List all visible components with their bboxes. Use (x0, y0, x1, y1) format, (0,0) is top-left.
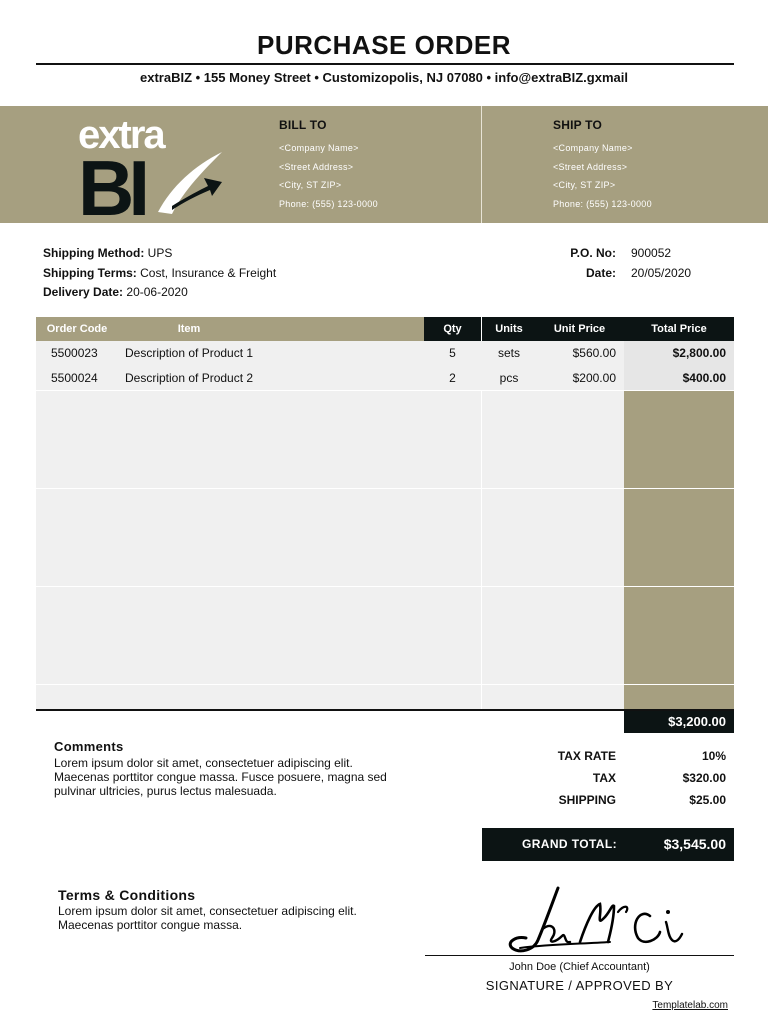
total-price-column (624, 341, 734, 709)
cell-qty: 2 (449, 371, 456, 385)
bill-to-heading: BILL TO (279, 118, 327, 132)
cell-unit-price: $200.00 (572, 371, 616, 385)
shipping-method-label: Shipping Method: (43, 246, 145, 260)
tax-value: $320.00 (682, 771, 726, 785)
document-title: PURCHASE ORDER (256, 30, 512, 60)
tax-rate-value: 10% (701, 749, 726, 763)
terms-text: Lorem ipsum dolor sit amet, consectetuer adipiscing elit. Maecenas porttitor congue massa. (58, 904, 357, 932)
table-row (36, 341, 734, 365)
cell-units: pcs (499, 371, 519, 385)
shipping-value: $25.00 (689, 793, 726, 807)
po-number-value: 900052 (631, 246, 672, 260)
terms-heading: Terms & Conditions (58, 887, 196, 903)
cell-qty: 5 (449, 346, 456, 360)
shipping-terms-value: Cost, Insurance & Freight (140, 265, 277, 280)
col-header-order-code: Order Code (46, 323, 108, 335)
subtotal-value: $3,200.00 (624, 711, 734, 733)
bill-to-company: <Company Name> (279, 143, 359, 153)
logo-word-top: extra (78, 114, 164, 157)
cell-item: Description of Product 1 (125, 346, 254, 360)
bill-to-phone: Phone: (555) 123-0000 (279, 198, 378, 209)
comments-heading: Comments (54, 739, 124, 754)
signature-caption: SIGNATURE / APPROVED BY (485, 978, 674, 993)
logo-word-bottom: BI (78, 144, 144, 218)
signature-scribble (500, 878, 700, 956)
grand-total-label: GRAND TOTAL: (521, 837, 617, 851)
cell-unit-price: $560.00 (572, 346, 616, 360)
cell-total-price: $2,800.00 (672, 346, 726, 360)
delivery-date-value: 20-06-2020 (126, 285, 188, 299)
bill-to-street: <Street Address> (279, 161, 354, 172)
signature-image (500, 878, 700, 956)
table-body (36, 341, 624, 709)
bill-to-block (279, 118, 469, 213)
grid-line (36, 586, 734, 587)
col-header-units: Units (495, 323, 523, 335)
company-logo (76, 114, 226, 218)
ship-to-company: <Company Name> (553, 143, 633, 153)
tax-label: TAX (592, 771, 616, 785)
po-labels (540, 244, 616, 283)
po-date-value: 20/05/2020 (631, 265, 692, 280)
band-divider (481, 106, 482, 223)
col-header-qty: Qty (443, 323, 462, 335)
col-header-item: Item (177, 323, 201, 335)
po-values (631, 244, 691, 283)
grand-total-value: $3,545.00 (663, 836, 726, 852)
shipping-terms-label: Shipping Terms: (43, 265, 137, 280)
signature-line (425, 955, 734, 956)
ship-to-street: <Street Address> (553, 161, 628, 172)
po-date-label: Date: (585, 265, 616, 280)
ship-to-city: <City, ST ZIP> (553, 180, 616, 190)
tax-rate-label: TAX RATE (557, 749, 616, 763)
signatory-name: John Doe (Chief Accountant) (509, 961, 650, 973)
delivery-date-label: Delivery Date: (43, 285, 124, 299)
title-divider (36, 63, 734, 65)
grid-line (481, 390, 482, 709)
po-number-label: P.O. No: (570, 246, 616, 260)
shipping-label: SHIPPING (558, 793, 616, 807)
col-header-total-price: Total Price (651, 323, 707, 335)
cell-total-price: $400.00 (682, 371, 726, 385)
comments-text: Lorem ipsum dolor sit amet, consectetuer adipiscing elit. Maecenas porttitor congue massa. Fusce posuere, magna sed pulvinar ultricies, purus lectus malesuada. (54, 756, 387, 798)
totals-values (630, 745, 726, 811)
shipping-method-value: UPS (147, 246, 173, 260)
company-address-line: extraBIZ • 155 Money Street • Customizopolis, NJ 07080 • info@extraBIZ.gxmail (140, 70, 628, 85)
ship-to-heading: SHIP TO (553, 118, 602, 132)
col-header-unit-price: Unit Price (553, 323, 606, 335)
ship-to-block (553, 118, 743, 213)
grid-line (36, 684, 734, 685)
ship-to-phone: Phone: (555) 123-0000 (553, 198, 652, 209)
bill-to-city: <City, ST ZIP> (279, 180, 342, 190)
totals-labels (520, 745, 616, 811)
table-row (36, 366, 734, 390)
grid-line (36, 390, 734, 391)
cell-order-code: 5500023 (51, 346, 98, 360)
shipping-info (43, 244, 276, 303)
templatelab-link[interactable]: Templatelab.com (652, 1000, 728, 1011)
company-logo-graphic (76, 114, 226, 218)
cell-item: Description of Product 2 (125, 371, 254, 385)
cell-units: sets (497, 346, 520, 360)
cell-order-code: 5500024 (51, 371, 98, 385)
grid-line (36, 488, 734, 489)
